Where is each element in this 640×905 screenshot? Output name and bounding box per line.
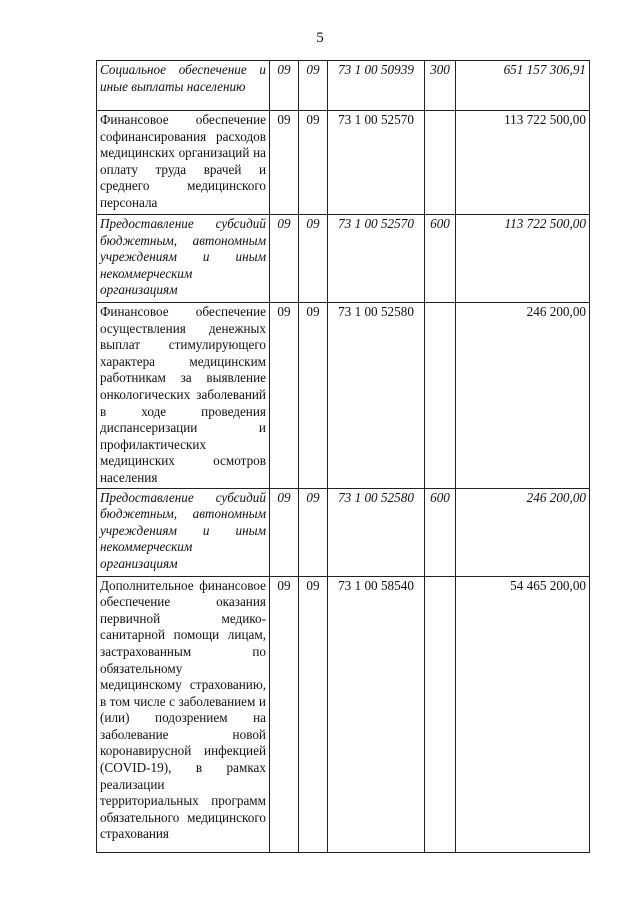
row-target-article: 73 1 00 52570 [328,111,425,215]
page-number: 5 [316,30,324,46]
row-name: Финансовое обеспечение осуществления денежных выплат стимулирующего характера медицинским работникам за выявление онкологических заболеваний в ходе проведения диспансеризации и профилактических медицинских осмотров населения [97,303,270,489]
row-section: 09 [270,215,299,303]
table-row [97,61,590,111]
row-subsection: 09 [299,488,328,576]
table-row [97,576,590,852]
row-name: Предоставление субсидий бюджетным, автономным учреждениям и иным некоммерческим организациям [97,215,270,303]
row-subsection: 09 [299,303,328,489]
row-section: 09 [270,303,299,489]
row-subsection: 09 [299,61,328,111]
row-amount: 246 200,00 [456,303,590,489]
row-expense-type [425,111,456,215]
row-amount: 54 465 200,00 [456,576,590,852]
row-target-article: 73 1 00 50939 [328,61,425,111]
table-row [97,215,590,303]
row-amount: 113 722 500,00 [456,111,590,215]
row-expense-type: 300 [425,61,456,111]
row-expense-type [425,303,456,489]
row-target-article: 73 1 00 52580 [328,303,425,489]
table-row [97,111,590,215]
row-subsection: 09 [299,111,328,215]
row-expense-type: 600 [425,488,456,576]
budget-table [96,60,590,853]
row-section: 09 [270,488,299,576]
row-subsection: 09 [299,215,328,303]
row-amount: 651 157 306,91 [456,61,590,111]
row-name: Предоставление субсидий бюджетным, автономным учреждениям и иным некоммерческим организациям [97,488,270,576]
row-target-article: 73 1 00 52570 [328,215,425,303]
row-section: 09 [270,576,299,852]
row-amount: 113 722 500,00 [456,215,590,303]
row-expense-type: 600 [425,215,456,303]
row-name: Социальное обеспечение и иные выплаты населению [97,61,270,111]
row-section: 09 [270,111,299,215]
table-row [97,303,590,489]
row-target-article: 73 1 00 58540 [328,576,425,852]
row-expense-type [425,576,456,852]
row-name: Дополнительное финансовое обеспечение оказания первичной медико-санитарной помощи лицам, застрахованным по обязательному медицинскому страхованию, в том числе с заболеванием и (или) подозрением на заболевание новой коронавирусной инфекцией (COVID-19), в рамках реализации территориальных программ обязательного медицинского страхования [97,576,270,852]
row-target-article: 73 1 00 52580 [328,488,425,576]
row-section: 09 [270,61,299,111]
table-row [97,488,590,576]
row-name: Финансовое обеспечение софинансирования расходов медицинских организаций на оплату труда врачей и среднего медицинского персонала [97,111,270,215]
row-subsection: 09 [299,576,328,852]
row-amount: 246 200,00 [456,488,590,576]
